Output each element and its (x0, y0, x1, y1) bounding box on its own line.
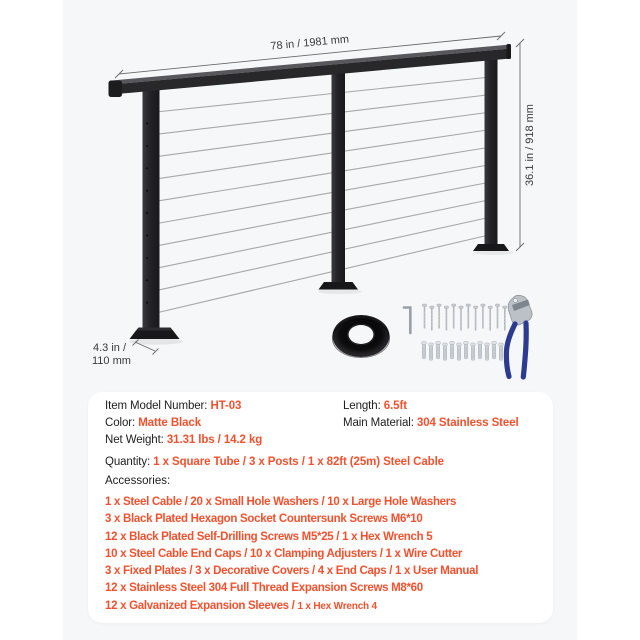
height-dimension-label: 36.1 in / 918 mm (524, 104, 536, 186)
base-dimension-label-line1: 4.3 in / (93, 342, 127, 354)
post-shadow (318, 289, 362, 294)
spec-row-quantity (105, 454, 444, 471)
spec-value: 304 Stainless Steel (416, 417, 519, 429)
spec-value: Matte Black (138, 417, 202, 429)
spec-value: 1 x Square Tube / 3 x Posts / 1 x 82ft (25m) Steel Cable (153, 456, 444, 468)
post-left (143, 90, 160, 332)
expansion-sleeves-row-icon (422, 342, 504, 361)
accessory-line: 1 x Steel Cable / 20 x Small Hole Washers / 10 x Large Hole Washers (105, 496, 457, 508)
spec-label: Main Material: (343, 417, 414, 429)
accessory-line: 12 x Black Plated Self-Drilling Screws M5*25 / 1 x Hex Wrench 5 (105, 530, 433, 543)
accessories-list (105, 494, 478, 615)
railing-illustration (63, 0, 577, 392)
spec-left-column (105, 398, 262, 449)
spec-panel (88, 392, 553, 623)
spec-label: Quantity: (105, 456, 151, 468)
width-dimension-label: 78 in / 1981 mm (269, 33, 350, 53)
expansion-screws-row-icon (422, 304, 507, 331)
spec-row-length (343, 398, 519, 415)
spec-label: Net Weight: (105, 434, 164, 446)
accessories-heading: Accessories: (105, 475, 171, 487)
post-right (485, 59, 498, 245)
spec-right-column (343, 398, 519, 432)
top-rail (109, 44, 512, 97)
cable-coil-icon (333, 315, 390, 358)
spec-value: HT-03 (210, 400, 242, 412)
post-middle (332, 73, 346, 283)
accessory-line-main: 12 x Galvanized Expansion Sleeves / (105, 599, 298, 612)
spec-label: Item Model Number: (105, 400, 208, 412)
spec-row-model (105, 398, 262, 415)
base-plate-left (130, 331, 180, 340)
base-plate-left-top (136, 328, 173, 331)
rail-end-cap-left (109, 81, 123, 98)
accessory-line-small: 1 x Hex Wrench 4 (297, 600, 377, 612)
spec-value: 6.5ft (383, 400, 407, 412)
accessory-line: 3 x Black Plated Hexagon Socket Countersunk Screws M6*10 (105, 513, 423, 526)
base-plate-middle (319, 282, 359, 290)
spec-label: Color: (105, 417, 136, 429)
accessory-line: 12 x Stainless Steel 304 Full Thread Expansion Screws M8*60 (105, 582, 423, 595)
hex-wrench-icon (404, 308, 410, 334)
cable-lines (151, 77, 491, 314)
height-dimension-line (516, 39, 524, 251)
spec-label: Length: (343, 400, 381, 412)
spec-row-net-weight (105, 432, 262, 449)
wire-cutter-icon (506, 295, 532, 377)
spec-row-material (343, 415, 519, 432)
accessory-line (105, 598, 478, 615)
spec-row-color (105, 415, 262, 432)
base-plate-right (473, 244, 509, 251)
base-dimension-label-line2: 110 mm (92, 355, 131, 367)
accessory-line: 3 x Fixed Plates / 3 x Decorative Covers / 4 x End Caps / 1 x User Manual (105, 565, 479, 578)
rail-end-cap-right (507, 44, 512, 59)
railing-posts (129, 59, 514, 345)
spec-value: 31.31 lbs / 14.2 kg (166, 434, 263, 446)
accessory-line: 10 x Steel Cable End Caps / 10 x Clamping Adjusters / 1 x Wire Cutter (105, 547, 463, 560)
